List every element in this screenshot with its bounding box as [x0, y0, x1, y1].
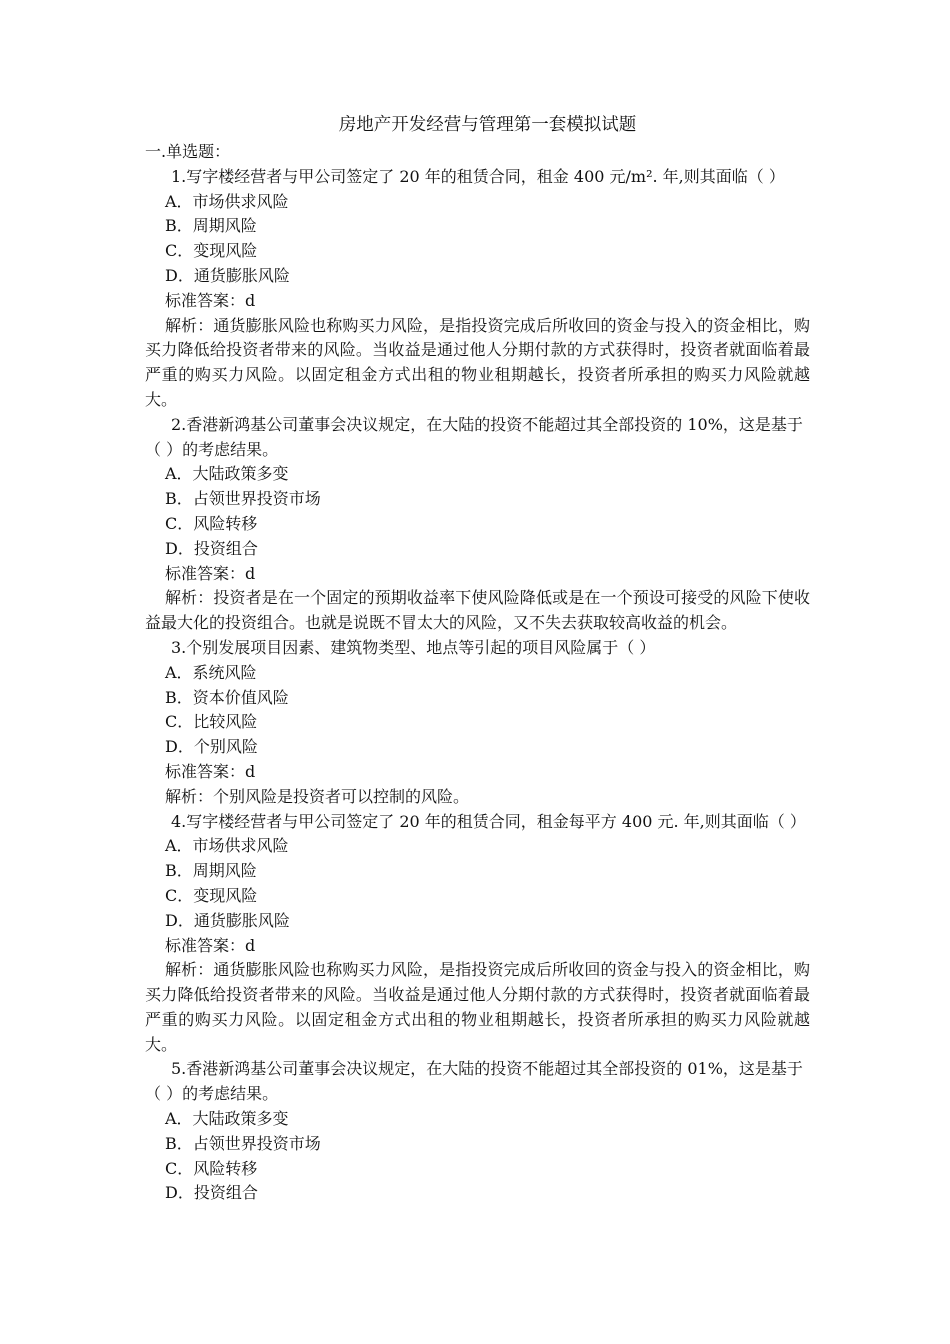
explanation: 解析：投资者是在一个固定的预期收益率下使风险降低或是在一个预设可接受的风险下使收益最大化的投资组合。也就是说既不冒太大的风险，又不失去获取较高收益的机会。 — [145, 588, 810, 633]
explanation: 解析：通货膨胀风险也称购买力风险，是指投资完成后所收回的资金与投入的资金相比，购买力降低给投资者带来的风险。当收益是通过他人分期付款的方式获得时，投资者就面临着最严重的购买力风险。以固定租金方式出租的物业租期越长，投资者所承担的购买力风险就越大。 — [145, 315, 810, 409]
option-b: B．占领世界投资市场 — [165, 489, 321, 509]
option-b: B．资本价值风险 — [165, 687, 289, 707]
option-c: C．变现风险 — [165, 241, 258, 261]
question-stem: 3.个别发展项目因素、建筑物类型、地点等引起的项目风险属于（ ） — [171, 637, 656, 657]
option-c: C．比较风险 — [165, 712, 258, 732]
question-stem: 4.写字楼经营者与甲公司签定了 20 年的租赁合同，租金每平方 400 元. 年,则其面临（ ） — [171, 811, 806, 831]
question-block — [145, 165, 810, 413]
standard-answer: 标准答案：d — [165, 290, 256, 310]
option-a: A．市场供求风险 — [165, 191, 289, 211]
option-c: C．风险转移 — [165, 1158, 258, 1178]
option-a: A．系统风险 — [165, 662, 257, 682]
option-b: B．占领世界投资市场 — [165, 1133, 321, 1153]
document-title: 房地产开发经营与管理第一套模拟试题 — [338, 115, 637, 135]
question-stem: 2.香港新鸿基公司董事会决议规定，在大陆的投资不能超过其全部投资的 10%，这是基于（ ）的考虑结果。 — [145, 414, 803, 459]
option-d: D．个别风险 — [165, 737, 258, 757]
option-d: D．通货膨胀风险 — [165, 265, 290, 285]
question-stem: 5.香港新鸿基公司董事会决议规定，在大陆的投资不能超过其全部投资的 01%，这是基于（ ）的考虑结果。 — [145, 1059, 803, 1104]
option-d: D．投资组合 — [165, 1183, 258, 1203]
option-d: D．投资组合 — [165, 538, 258, 558]
option-c: C．风险转移 — [165, 513, 258, 533]
option-c: C．变现风险 — [165, 885, 258, 905]
question-stem: 1.写字楼经营者与甲公司签定了 20 年的租赁合同，租金 400 元/m². 年,则其面临（ ） — [171, 166, 785, 186]
option-a: A．大陆政策多变 — [165, 464, 289, 484]
question-block — [145, 636, 810, 810]
section-heading: 一.单选题： — [145, 142, 231, 161]
standard-answer: 标准答案：d — [165, 935, 256, 955]
question-block — [145, 413, 810, 636]
option-b: B．周期风险 — [165, 861, 257, 881]
option-a: A．市场供求风险 — [165, 836, 289, 856]
explanation: 解析：通货膨胀风险也称购买力风险，是指投资完成后所收回的资金与投入的资金相比，购买力降低给投资者带来的风险。当收益是通过他人分期付款的方式获得时，投资者就面临着最严重的购买力风险。以固定租金方式出租的物业租期越长，投资者所承担的购买力风险就越大。 — [145, 960, 810, 1054]
option-a: A．大陆政策多变 — [165, 1109, 289, 1129]
question-block — [145, 810, 810, 1058]
option-d: D．通货膨胀风险 — [165, 910, 290, 930]
standard-answer: 标准答案：d — [165, 761, 256, 781]
standard-answer: 标准答案：d — [165, 563, 256, 583]
explanation: 解析：个别风险是投资者可以控制的风险。 — [165, 786, 470, 806]
question-block — [145, 1057, 810, 1206]
option-b: B．周期风险 — [165, 216, 257, 236]
